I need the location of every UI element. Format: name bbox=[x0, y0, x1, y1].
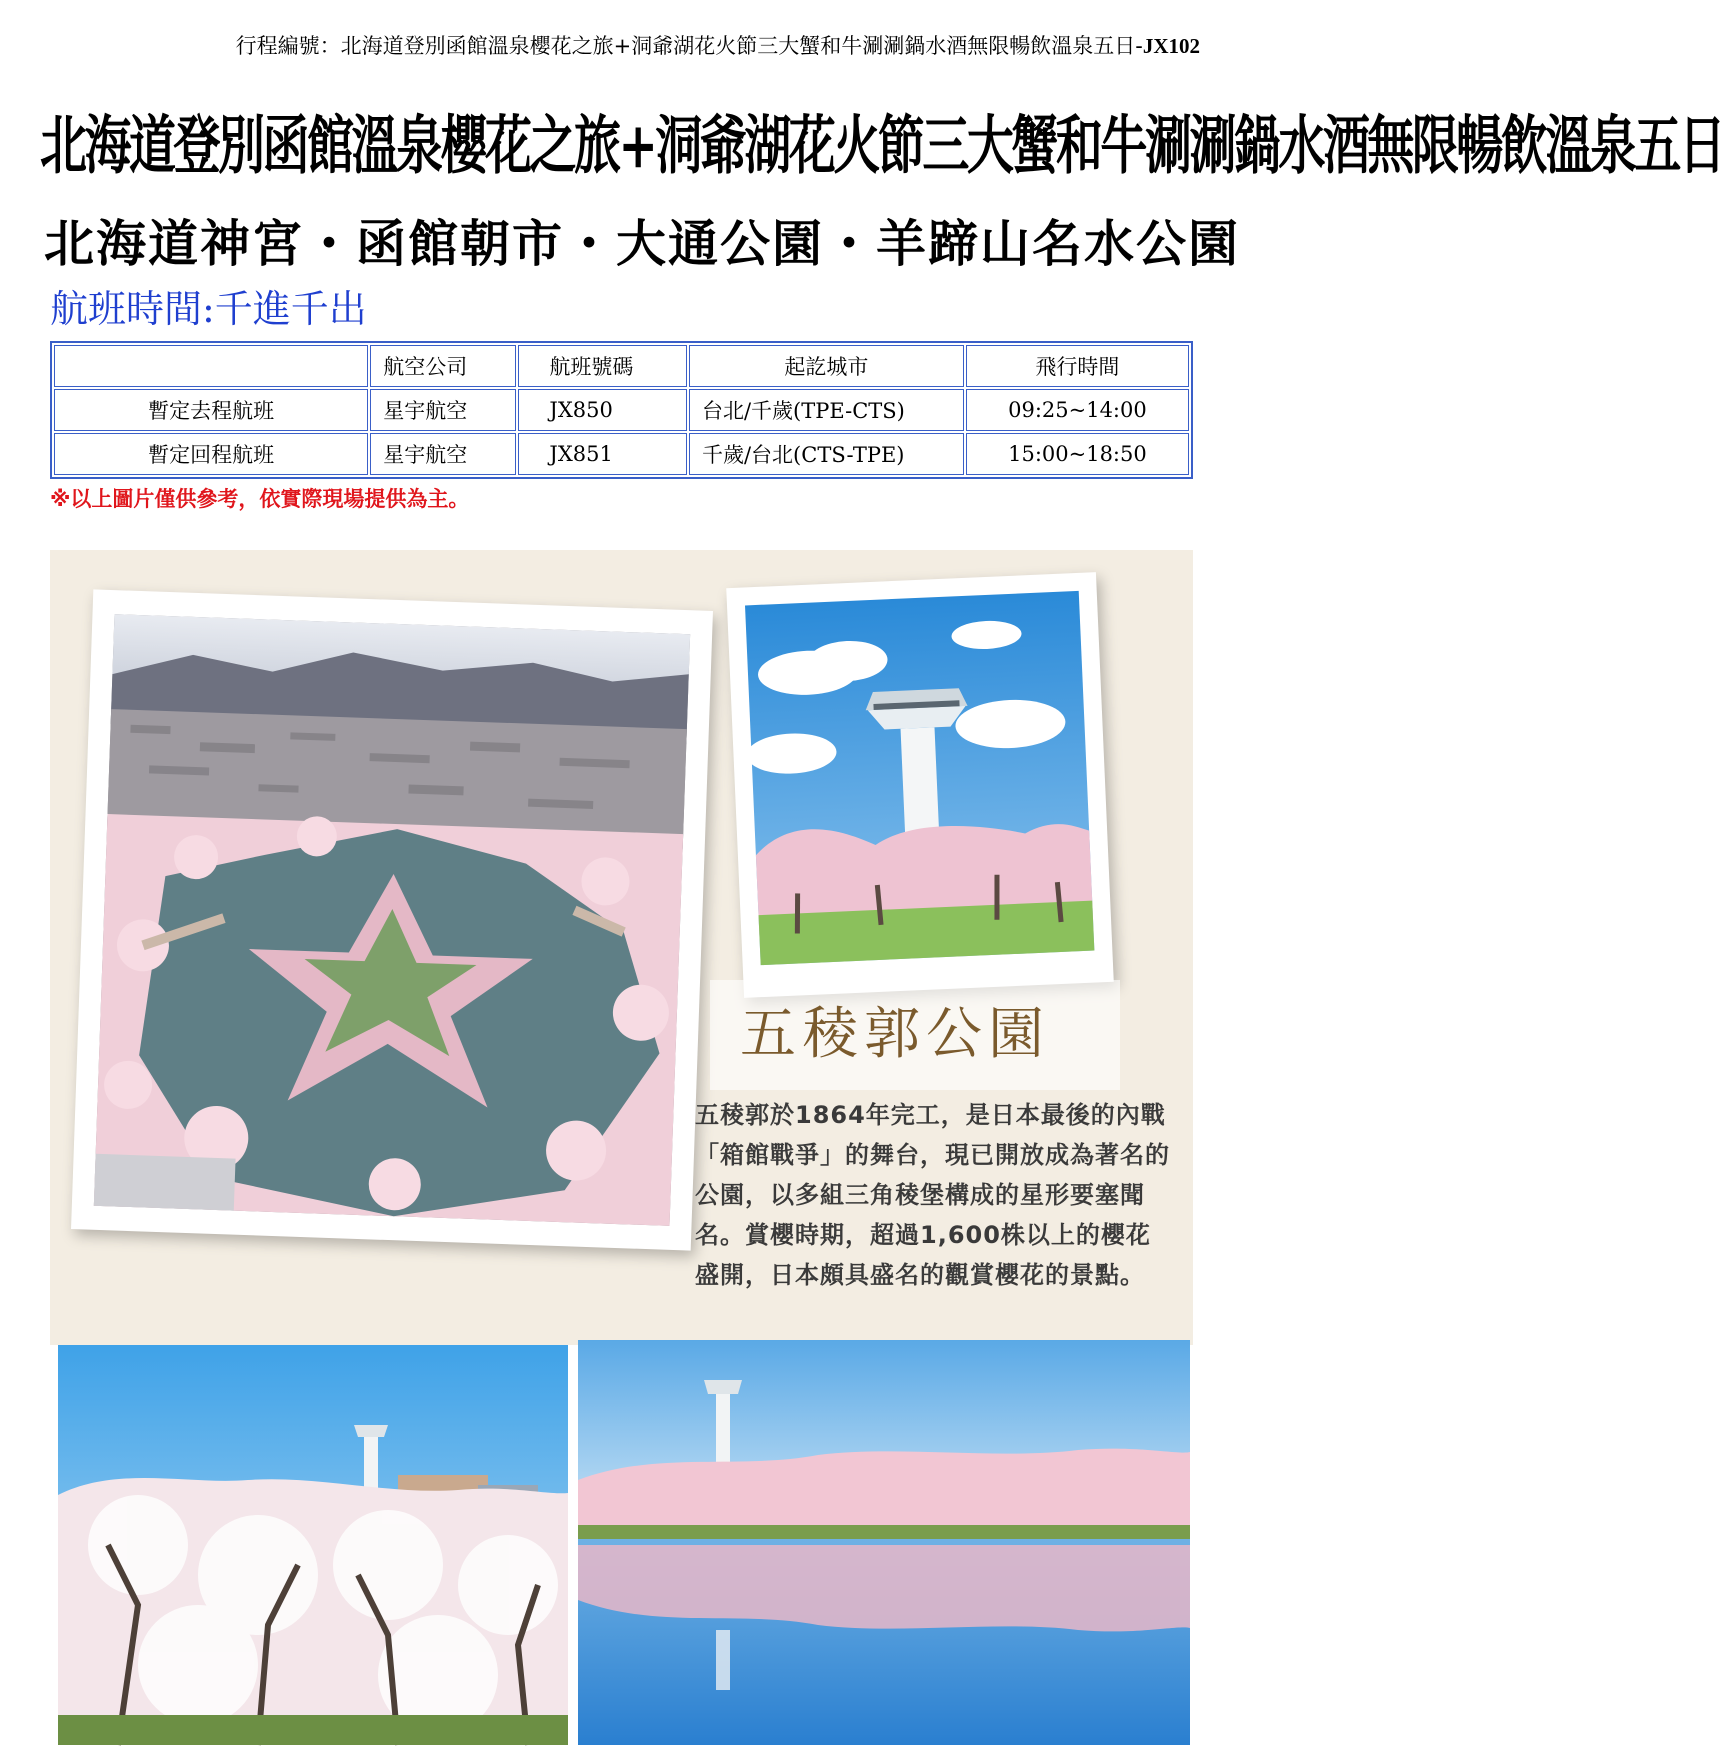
tower-photo bbox=[726, 572, 1114, 998]
flight-table bbox=[50, 341, 1193, 479]
flight-label: 暫定去程航班 bbox=[54, 389, 368, 431]
goryokaku-feature bbox=[50, 550, 1193, 1345]
tour-subtitle: 北海道神宮・函館朝市・大通公園・羊蹄山名水公園 bbox=[44, 214, 1240, 273]
flight-heading: 航班時間:千進千出 bbox=[50, 287, 367, 331]
cherry-blossom-tower-photo bbox=[58, 1345, 568, 1745]
route: 千歲/台北(CTS-TPE) bbox=[689, 433, 964, 475]
flight-time: 09:25~14:00 bbox=[966, 389, 1189, 431]
fort-aerial-image bbox=[94, 614, 690, 1226]
itinerary-code bbox=[50, 32, 1200, 60]
header-cell: 航空公司 bbox=[370, 345, 516, 387]
airline: 星宇航空 bbox=[370, 433, 516, 475]
flight-label: 暫定回程航班 bbox=[54, 433, 368, 475]
header-cell: 航班號碼 bbox=[518, 345, 687, 387]
tower-image bbox=[745, 591, 1094, 965]
disclaimer-note: ※以上圖片僅供參考，依實際現場提供為主。 bbox=[50, 487, 470, 511]
flight-time: 15:00~18:50 bbox=[966, 433, 1189, 475]
itinerary-code-id: JX102 bbox=[1142, 34, 1200, 58]
tour-title: 北海道登別函館溫泉櫻花之旅+洞爺湖花火節三大蟹和牛涮涮鍋水酒無限暢飲溫泉五日 bbox=[40, 109, 1723, 184]
flight-number: JX850 bbox=[518, 389, 687, 431]
flight-table-header bbox=[54, 345, 1189, 387]
table-row bbox=[54, 433, 1189, 475]
header-cell: 起訖城市 bbox=[689, 345, 964, 387]
airline: 星宇航空 bbox=[370, 389, 516, 431]
park-description: 五稜郭於1864年完工，是日本最後的內戰「箱館戰爭」的舞台，現已開放成為著名的公園，以多組三角稜堡構成的星形要塞聞名。賞櫻時期，超過1,600株以上的櫻花盛開，日本頗具盛名的觀賞櫻花的景點。 bbox=[695, 1101, 1170, 1289]
itinerary-code-label: 行程編號：北海道登別函館溫泉櫻花之旅+洞爺湖花火節三大蟹和牛涮涮鍋水酒無限暢飲溫泉五日- bbox=[235, 34, 1143, 58]
table-row bbox=[54, 389, 1189, 431]
header-cell bbox=[54, 345, 368, 387]
fort-aerial-photo bbox=[71, 589, 713, 1250]
park-name: 五稜郭公園 bbox=[740, 1002, 1050, 1067]
header-cell: 飛行時間 bbox=[966, 345, 1189, 387]
route: 台北/千歲(TPE-CTS) bbox=[689, 389, 964, 431]
cherry-blossom-reflection-photo bbox=[578, 1340, 1190, 1745]
flight-number: JX851 bbox=[518, 433, 687, 475]
